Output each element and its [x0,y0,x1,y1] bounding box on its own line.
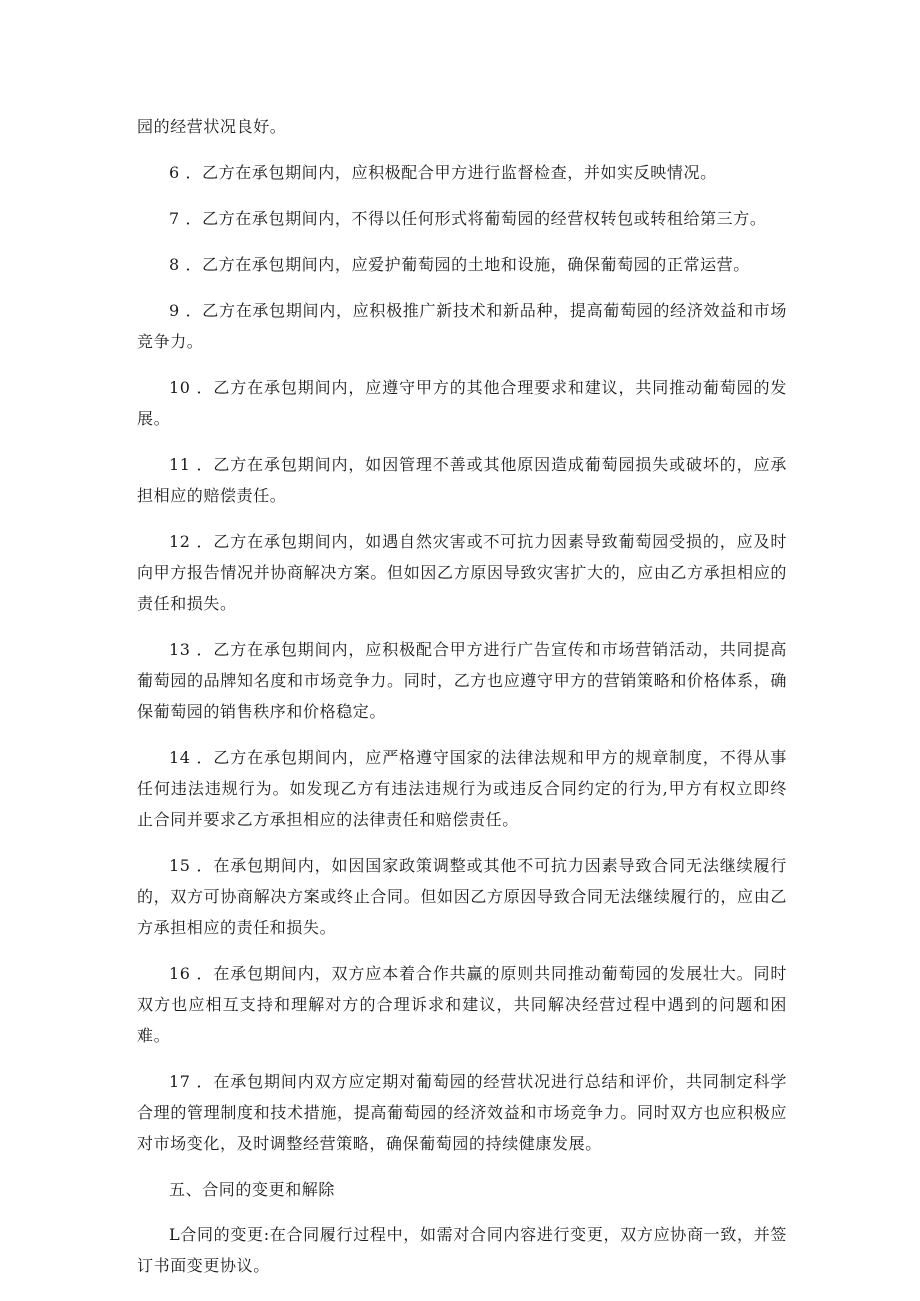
clause-15: 15 ．在承包期间内，如因国家政策调整或其他不可抗力因素导致合同无法继续履行的，双方可协商解决方案或终止合同。但如因乙方原因导致合同无法继续履行的，应由乙方承担相应的责任和损失。 [137,856,787,937]
clause-8: 8 ．乙方在承包期间内，应爱护葡萄园的土地和设施，确保葡萄园的正常运营。 [169,255,750,274]
document-body [137,111,787,1296]
clause-17: 17 ．在承包期间内双方应定期对葡萄园的经营状况进行总结和评价，共同制定科学合理的管理制度和技术措施，提高葡萄园的经济效益和市场竞争力。同时双方也应积极应对市场变化，及时调整经营策略，确保葡萄园的持续健康发展。 [137,1072,787,1153]
clause-9: 9 ．乙方在承包期间内，应积极推广新技术和新品种，提高葡萄园的经济效益和市场竞争力。 [137,301,787,351]
clause-11: 11 ．乙方在承包期间内，如因管理不善或其他原因造成葡萄园损失或破坏的，应承担相应的赔偿责任。 [137,455,787,505]
clause-6: 6 ．乙方在承包期间内，应积极配合甲方进行监督检查，并如实反映情况。 [169,163,717,182]
clause-10: 10 ．乙方在承包期间内，应遵守甲方的其他合理要求和建议，共同推动葡萄园的发展。 [137,378,787,428]
clause-7: 7 ．乙方在承包期间内，不得以任何形式将葡萄园的经营权转包或转租给第三方。 [169,209,767,228]
clause-13: 13 ．乙方在承包期间内，应积极配合甲方进行广告宣传和市场营销活动，共同提高葡萄园的品牌知名度和市场竞争力。同时，乙方也应遵守甲方的营销策略和价格体系，确保葡萄园的销售秩序和价格稳定。 [137,640,787,721]
paragraph-continuation: 园的经营状况良好。 [137,117,287,136]
clause-12: 12 ．乙方在承包期间内，如遇自然灾害或不可抗力因素导致葡萄园受损的，应及时向甲方报告情况并协商解决方案。但如因乙方原因导致灾害扩大的，应由乙方承担相应的责任和损失。 [137,532,787,613]
clause-16: 16 ．在承包期间内，双方应本着合作共赢的原则共同推动葡萄园的发展壮大。同时双方也应相互支持和理解对方的合理诉求和建议，共同解决经营过程中遇到的问题和困难。 [137,964,787,1045]
section-heading: 五、合同的变更和解除 [169,1180,336,1199]
section-clause-1: L合同的变更:在合同履行过程中，如需对合同内容进行变更，双方应协商一致，并签订书面变更协议。 [137,1225,787,1275]
clause-14: 14 ．乙方在承包期间内，应严格遵守国家的法律法规和甲方的规章制度，不得从事任何违法违规行为。如发现乙方有违法违规行为或违反合同约定的行为,甲方有权立即终止合同并要求乙方承担相应的法律责任和赔偿责任。 [137,748,787,829]
